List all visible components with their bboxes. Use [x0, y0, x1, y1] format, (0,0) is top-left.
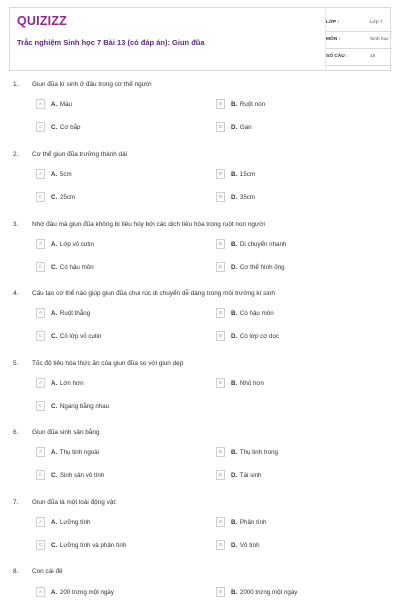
question-text: Cơ thể giun đũa trưởng thành dài	[32, 151, 128, 158]
option-box: B	[216, 587, 225, 597]
option-b[interactable]	[216, 239, 384, 251]
question-5	[0, 360, 400, 426]
option-box: A	[36, 378, 45, 388]
option-letter: B.	[231, 589, 238, 596]
question-number: 4.	[13, 290, 19, 297]
option-c[interactable]	[36, 192, 204, 204]
option-box: D	[216, 122, 225, 132]
meta-row-subject	[326, 33, 392, 49]
option-letter: C.	[51, 264, 58, 271]
option-box: B	[216, 169, 225, 179]
option-d[interactable]	[216, 122, 384, 134]
option-a[interactable]	[36, 99, 204, 111]
option-letter: B.	[231, 241, 238, 248]
option-text: Lưỡng tính và phân tính	[59, 542, 127, 549]
question-number: 5.	[13, 360, 19, 367]
option-letter: C.	[51, 124, 58, 131]
option-letter: D.	[231, 472, 238, 479]
option-box: D	[216, 192, 225, 202]
meta-value: Lớp 7	[370, 20, 383, 25]
option-letter: A.	[51, 449, 58, 456]
option-text: Lưỡng tính	[59, 519, 91, 526]
option-box: C	[36, 540, 45, 550]
meta-key: SỐ CÂU :	[326, 54, 348, 59]
option-letter: B.	[231, 380, 238, 387]
option-letter: A.	[51, 101, 58, 108]
option-b[interactable]	[216, 169, 384, 181]
option-box: A	[36, 587, 45, 597]
option-box: D	[216, 262, 225, 272]
option-text: Gan	[239, 124, 252, 131]
question-6	[0, 429, 400, 495]
question-text: Con cái đẻ	[32, 568, 63, 575]
meta-key: MÔN :	[326, 37, 341, 42]
option-box: D	[216, 470, 225, 480]
option-b[interactable]	[216, 517, 384, 529]
option-text: 15cm	[239, 171, 256, 178]
option-letter: B.	[231, 171, 238, 178]
option-box: A	[36, 447, 45, 457]
option-d[interactable]	[216, 331, 384, 343]
option-text: Lớp vỏ cutin	[59, 241, 94, 248]
question-number: 8.	[13, 568, 19, 575]
option-text: Di chuyển nhanh	[239, 241, 287, 248]
option-box: B	[216, 308, 225, 318]
question-3	[0, 221, 400, 287]
option-c[interactable]	[36, 401, 204, 413]
worksheet-title: Trắc nghiệm Sinh học 7 Bài 13 (có đáp án): Giun đũa	[17, 38, 205, 47]
meta-value: Sinh học	[370, 37, 389, 42]
option-text: 200 trứng một ngày	[59, 589, 114, 596]
meta-key: LỚP :	[326, 20, 340, 25]
option-a[interactable]	[36, 447, 204, 459]
option-text: Nhỏ hơn	[239, 380, 264, 387]
question-number: 2.	[13, 151, 19, 158]
question-text: Nhờ đâu mà giun đũa không bị tiêu hủy bởi các dịch tiêu hóa trong ruột non người	[32, 221, 265, 228]
option-box: A	[36, 517, 45, 527]
question-2	[0, 151, 400, 217]
option-letter: D.	[231, 542, 238, 549]
question-text: Giun đũa kí sinh ở đâu trong cơ thể người	[32, 81, 152, 88]
option-d[interactable]	[216, 470, 384, 482]
option-text: Cơ thể hình ống	[239, 264, 285, 271]
option-d[interactable]	[216, 262, 384, 274]
question-number: 7.	[13, 499, 19, 506]
option-letter: A.	[51, 589, 58, 596]
question-7	[0, 499, 400, 565]
question-number: 1.	[13, 81, 19, 88]
option-c[interactable]	[36, 470, 204, 482]
worksheet-header	[9, 7, 391, 71]
option-a[interactable]	[36, 308, 204, 320]
option-text: Tái sinh	[239, 472, 262, 479]
option-box: B	[216, 239, 225, 249]
option-letter: B.	[231, 449, 238, 456]
option-box: C	[36, 401, 45, 411]
option-letter: A.	[51, 310, 58, 317]
option-text: Lớn hơn	[59, 380, 84, 387]
option-letter: C.	[51, 403, 58, 410]
option-text: Máu	[59, 101, 72, 108]
option-box: B	[216, 447, 225, 457]
option-text: Ngang bằng nhau	[59, 403, 110, 410]
option-text: 35cm	[239, 194, 256, 201]
option-box: D	[216, 540, 225, 550]
option-text: Sinh sản vô tính	[59, 472, 105, 479]
option-letter: D.	[231, 124, 238, 131]
option-letter: A.	[51, 171, 58, 178]
question-text: Cấu tạo cơ thể nào giúp giun đũa chui rúc di chuyển dễ dàng trong môi trường kí sinh	[32, 290, 275, 297]
option-a[interactable]	[36, 378, 204, 390]
meta-row-count	[326, 50, 392, 66]
option-letter: B.	[231, 310, 238, 317]
option-text: Thụ tinh trong	[239, 449, 278, 456]
option-text: Có lớp vỏ cutin	[59, 333, 102, 340]
option-letter: B.	[231, 519, 238, 526]
option-letter: D.	[231, 333, 238, 340]
option-box: C	[36, 262, 45, 272]
option-text: Thụ tinh ngoài	[59, 449, 100, 456]
option-box: C	[36, 470, 45, 480]
question-1	[0, 81, 400, 147]
option-box: B	[216, 517, 225, 527]
option-b[interactable]	[216, 587, 384, 599]
option-text: Vô tính	[239, 542, 260, 549]
option-a[interactable]	[36, 169, 204, 181]
option-letter: A.	[51, 241, 58, 248]
option-box: A	[36, 308, 45, 318]
option-text: Có lớp cơ dọc	[239, 333, 279, 340]
option-letter: C.	[51, 472, 58, 479]
option-c[interactable]	[36, 122, 204, 134]
option-text: 5cm	[59, 171, 72, 178]
option-box: B	[216, 378, 225, 388]
option-b[interactable]	[216, 99, 384, 111]
option-b[interactable]	[216, 447, 384, 459]
option-letter: A.	[51, 519, 58, 526]
option-letter: C.	[51, 333, 58, 340]
option-b[interactable]	[216, 308, 384, 320]
option-text: Ruột thẳng	[59, 310, 91, 317]
meta-value: 15	[370, 54, 376, 59]
option-letter: C.	[51, 542, 58, 549]
question-text: Giun đũa là một loài động vật:	[32, 499, 117, 506]
option-letter: C.	[51, 194, 58, 201]
question-number: 3.	[13, 221, 19, 228]
option-a[interactable]	[36, 239, 204, 251]
question-text: Tốc độ tiêu hóa thức ăn của giun đũa so với giun dẹp	[32, 360, 184, 367]
option-b[interactable]	[216, 378, 384, 390]
question-4	[0, 290, 400, 356]
option-box: B	[216, 99, 225, 109]
option-box: D	[216, 331, 225, 341]
option-d[interactable]	[216, 192, 384, 204]
option-letter: D.	[231, 194, 238, 201]
option-letter: A.	[51, 380, 58, 387]
option-text: Có hậu môn	[59, 264, 94, 271]
option-text: Có hậu môn	[239, 310, 274, 317]
option-c[interactable]	[36, 540, 204, 552]
question-8	[0, 568, 400, 600]
option-box: C	[36, 331, 45, 341]
option-text: Ruột non	[239, 101, 266, 108]
option-box: A	[36, 239, 45, 249]
question-text: Giun đũa sinh sản bằng	[32, 429, 100, 436]
option-box: C	[36, 122, 45, 132]
option-box: A	[36, 99, 45, 109]
option-d[interactable]	[216, 540, 384, 552]
option-text: 2000 trứng một ngày	[239, 589, 298, 596]
option-box: A	[36, 169, 45, 179]
option-letter: D.	[231, 264, 238, 271]
option-a[interactable]	[36, 517, 204, 529]
option-text: 25cm	[59, 194, 76, 201]
option-letter: B.	[231, 101, 238, 108]
option-box: C	[36, 192, 45, 202]
option-text: Cơ bắp	[59, 124, 81, 131]
question-number: 6.	[13, 429, 19, 436]
option-c[interactable]	[36, 331, 204, 343]
option-text: Phân tính	[239, 519, 267, 526]
meta-row-class	[326, 16, 392, 32]
quizizz-logo: QUIZIZZ	[17, 14, 68, 28]
option-a[interactable]	[36, 587, 204, 599]
option-c[interactable]	[36, 262, 204, 274]
